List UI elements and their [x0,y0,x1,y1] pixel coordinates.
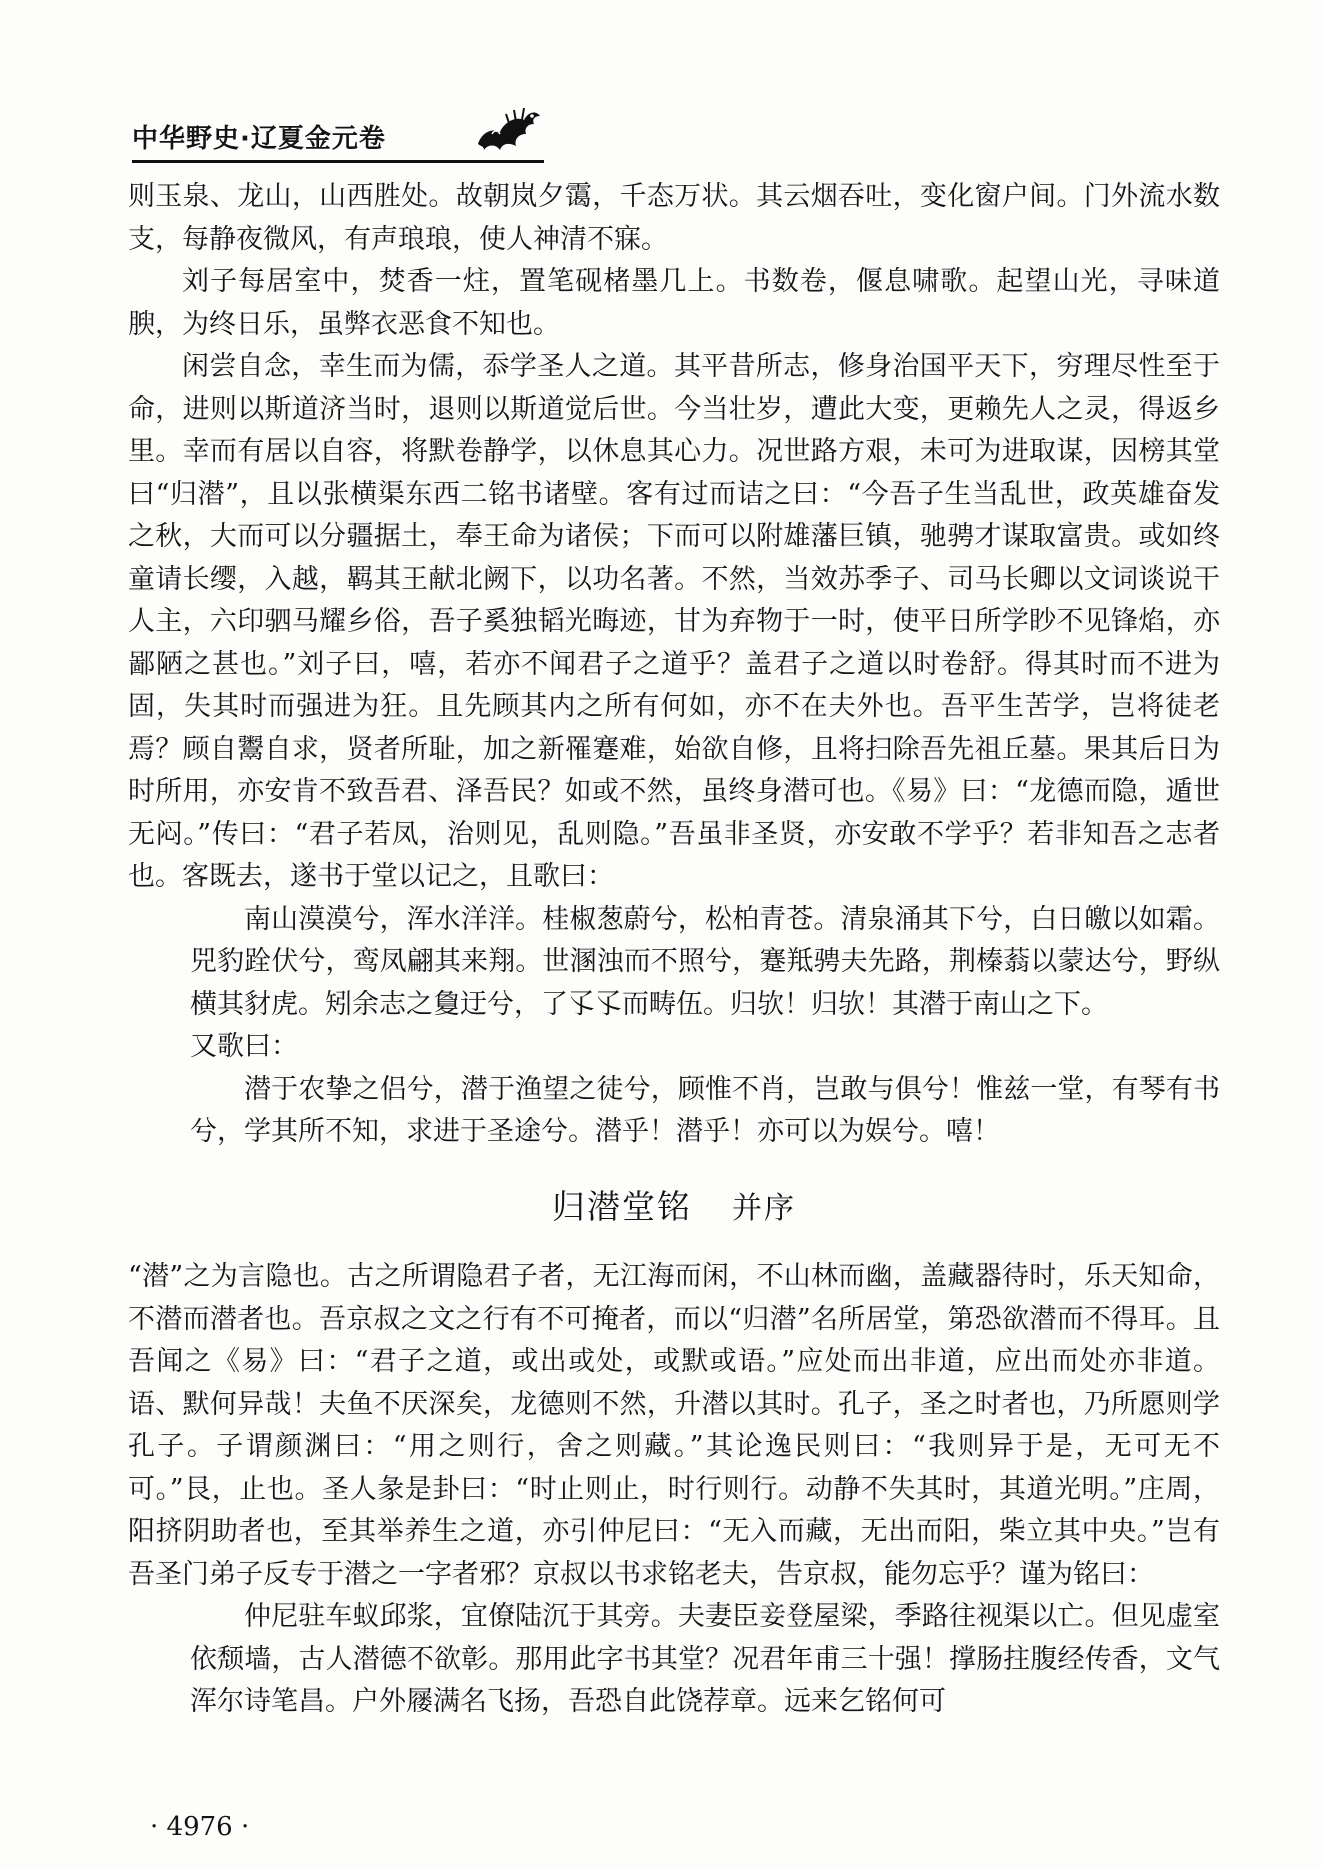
section-title-text: 归潜堂铭 [552,1186,692,1226]
inscription-verse: 仲尼驻车蚁邱浆，宜僚陆沉于其旁。夫妻臣妾登屋梁，季路往视渠以亡。但见虚室依颓墙，古人潜德不欲彰。那用此字书其堂？况君年甫三十强！撑肠拄腹经传香，文气浑尔诗笔昌。户外屦满名飞扬，吾恐自此饶荐章。远来乞铭何可 [190,1601,1220,1717]
header-title: 中华野史·辽夏金元卷 [132,124,386,154]
page-body [128,176,1220,1724]
dragon-emblem-icon [472,104,544,154]
preface-paragraph: “潜”之为言隐也。古之所谓隐君子者，无江海而闲，不山林而幽，盖藏器待时，乐天知命，不潜而潜者也。吾京叔之文之行有不可掩者，而以“归潜”名所居堂，第恐欲潜而不得耳。且吾闻之《易》曰：“君子之道，或出或处，或默或语。”应处而出非道，应出而处亦非道。语、默何异哉！夫鱼不厌深矣，龙德则不然，升潜以其时。孔子，圣之时者也，乃所愿则学孔子。子谓颜渊曰：“用之则行，舍之则藏。”其论逸民则曰：“我则异于是，无可无不可。”艮，止也。圣人彖是卦曰：“时止则止，时行则行。动静不失其时，其道光明。”庄周，阳挤阴助者也，至其举养生之道，亦引仲尼曰：“无入而藏，无出而阳，柴立其中央。”岂有吾圣门弟子反专于潜之一字者邪？京叔以书求铭老夫，告京叔，能勿忘乎？谨为铭曰： [128,1261,1220,1590]
page-number: · 4976 · [150,1812,250,1842]
paragraph: 刘子每居室中，焚香一炷，置笔砚楮墨几上。书数卷，偃息啸歌。起望山光，寻味道腴，为终日乐，虽弊衣恶食不知也。 [128,266,1220,340]
song-verse: 南山漠漠兮，浑水洋洋。桂椒葱蔚兮，松柏青苍。清泉涌其下兮，白日皦以如霜。兕豹跧伏兮，鸾凤翩其来翔。世溷浊而不照兮，蹇羝骋夫先路，荆榛蓊以蒙达兮，野纵横其豺虎。矧余志之敻迂兮，了孓孓而畴伍。归欤！归欤！其潜于南山之下。 [190,903,1220,1020]
section-title [128,1186,1220,1231]
section-subtitle: 并序 [732,1190,796,1226]
paragraph: 闲尝自念，幸生而为儒，忝学圣人之道。其平昔所志，修身治国平天下，穷理尽性至于命，进则以斯道济当时，退则以斯道觉后世。今当壮岁，遭此大变，更赖先人之灵，得返乡里。幸而有居以自容，将默卷静学，以休息其心力。况世路方艰，未可为进取谋，因榜其堂曰“归潜”，且以张横渠东西二铭书诸壁。客有过而诘之曰：“今吾子生当乱世，政英雄奋发之秋，大而可以分疆据土，奉王命为诸侯；下而可以附雄藩巨镇，驰骋才谋取富贵。或如终童请长缨，入越，羁其王献北阙下，以功名著。不然，当效苏季子、司马长卿以文词谈说干人主，六印驷马耀乡俗，吾子奚独韬光晦迹，甘为弃物于一时，使平日所学眇不见锋焰，亦鄙陋之甚也。”刘子曰，嘻，若亦不闻君子之道乎？盖君子之道以时卷舒。得其时而不进为固，失其时而强进为狂。且先顾其内之所有何如，亦不在夫外也。吾平生苦学，岂将徒老焉？顾自鬻自求，贤者所耻，加之新罹蹇难，始欲自修，且将扫除吾先祖丘墓。果其后日为时所用，亦安肯不致吾君、泽吾民？如或不然，虽终身潜可也。《易》曰：“龙德而隐，遁世无闷。”传曰：“君子若凤，治则见，乱则隐。”吾虽非圣贤，亦安敢不学乎？若非知吾之志者也。客既去，遂书于堂以记之，且歌曰： [128,351,1220,892]
running-header [132,104,544,156]
song-intro: 又歌曰： [190,1031,298,1062]
header-rule [132,160,544,163]
paragraph: 则玉泉、龙山，山西胜处。故朝岚夕霭，千态万状。其云烟吞吐，变化窗户间。门外流水数支，每静夜微风，有声琅琅，使人神清不寐。 [128,181,1220,255]
song-verse: 潜于农挚之侣兮，潜于渔望之徒兮，顾惟不肖，岂敢与俱兮！惟兹一堂，有琴有书兮，学其所不知，求进于圣途兮。潜乎！潜乎！亦可以为娱兮。嘻！ [190,1073,1220,1147]
